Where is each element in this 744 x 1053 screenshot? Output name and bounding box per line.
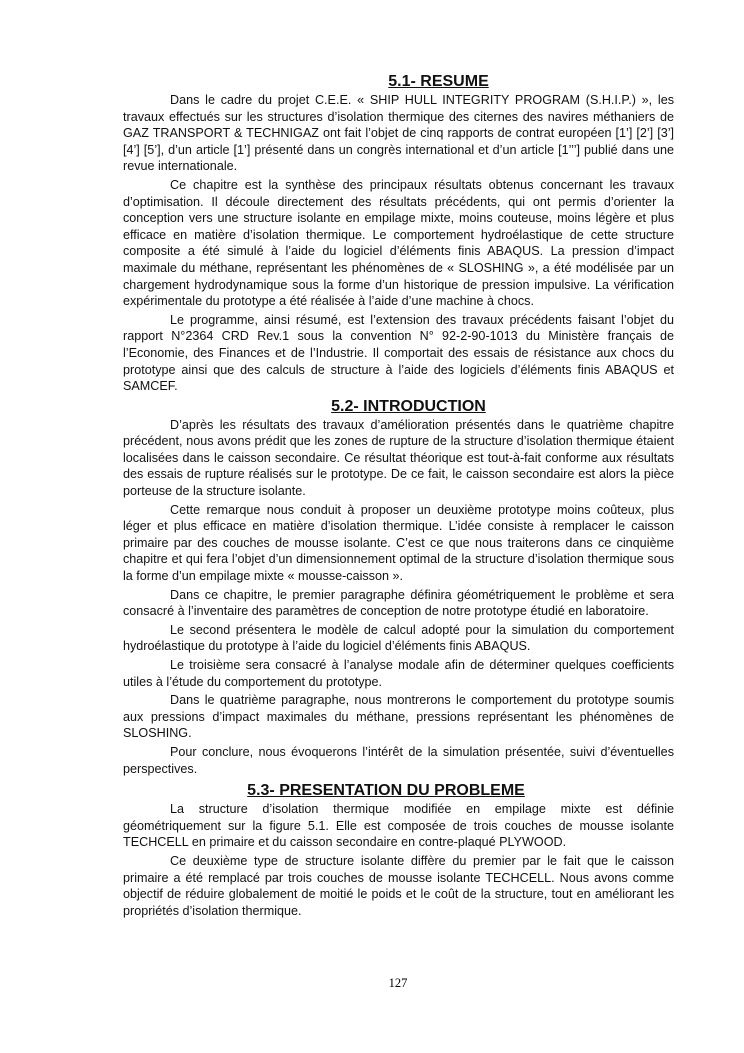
paragraph: Pour conclure, nous évoquerons l’intérêt de la simulation présentée, suivi d’éventuelles perspectives. bbox=[123, 744, 674, 776]
paragraph: Le troisième sera consacré à l’analyse modale afin de déterminer quelques coefficients utiles à l’étude du comportement du prototype. bbox=[123, 658, 674, 689]
paragraph: La structure d’isolation thermique modifiée en empilage mixte est définie géométriquement sur la figure 5.1. Elle est composée de trois couches de mousse isolante TECHCELL en primaire et du caisson secondaire en contre-plaqué PLYWOOD. bbox=[123, 802, 674, 850]
section-heading-presentation: 5.3- PRESENTATION DU PROBLEME bbox=[247, 782, 525, 800]
paragraph: Le programme, ainsi résumé, est l’extension des travaux précédents faisant l’objet du rapport N°2364 CRD Rev.1 sous la convention N° 92-2-90-1013 du Ministère français de l’Economie, des Finances et de l’Industrie. Il comportait des essais de résistance aux chocs du prototype ainsi que des calculs de structure à l’aide des logiciels d’éléments finis ABAQUS et SAMCEF. bbox=[123, 312, 674, 394]
paragraph: D’après les résultats des travaux d’amélioration présentés dans le quatrième chapitre précédent, nous avons prédit que les zones de rupture de la structure d’isolation thermique étaient localisées dans le caisson secondaire. Ce résultat théorique est tout-à-fait conforme aux résultats des essais de rupture réalisés sur le prototype. De ce fait, le caisson secondaire est alors la pièce porteuse de la structure isolante. bbox=[123, 417, 674, 499]
page-number: 127 bbox=[388, 976, 408, 990]
paragraph: Le second présentera le modèle de calcul adopté pour la simulation du comportement hydroélastique du prototype à l’aide du logiciel d’éléments finis ABAQUS. bbox=[123, 622, 674, 654]
paragraph: Ce chapitre est la synthèse des principaux résultats obtenus concernant les travaux d’optimisation. Il découle directement des résultats précédents, qui ont permis d’orienter la conception vers une structure isolante en empilage mixte, moins couteuse, moins légère et plus efficace en matière d’isolation thermique. Le comportement hydroélastique de cette structure composite a été simulé à l’aide du logiciel d’éléments finis ABAQUS. La pression d’impact maximale du méthane, représentant les phénomènes de « SLOSHING », a été modélisée par un chargement hydrodynamique sous la forme d’un historique de pression impulsive. La vérification expérimentale du prototype a été réalisée à l’aide d’une machine à chocs. bbox=[123, 177, 674, 309]
paragraph: Cette remarque nous conduit à proposer un deuxième prototype moins coûteux, plus léger et plus efficace en matière d’isolation thermique. L’idée consiste à remplacer le caisson primaire par des couches de mousse isolante. C’est ce que nous traiterons dans ce cinquième chapitre et qui fera l’objet d’un dimensionnement optimal de la structure d’isolation thermique sous la forme d’un empilage mixte « mousse-caisson ». bbox=[123, 502, 674, 584]
paragraph: Ce deuxième type de structure isolante diffère du premier par le fait que le caisson primaire a été remplacé par trois couches de mousse isolante TECHCELL. Nous avons comme objectif de réduire globalement de moitié le poids et le coût de la structure, tout en améliorant les propriétés d’isolation thermique. bbox=[123, 853, 674, 918]
paragraph: Dans le cadre du projet C.E.E. « SHIP HULL INTEGRITY PROGRAM (S.H.I.P.) », les travaux effectués sur les structures d’isolation thermique des citernes des navires méthaniers de GAZ TRANSPORT & TECHNIGAZ ont fait l’objet de cinq rapports de contrat européen [1’] [2’] [3’] [4’] [5’], d’un article [1’] présenté dans un congrès international et d’un article [1’’’] publié dans une revue internationale. bbox=[123, 93, 674, 174]
paragraph: Dans le quatrième paragraphe, nous montrerons le comportement du prototype soumis aux pressions d’impact maximales du méthane, pressions représentant les phénomènes de SLOSHING. bbox=[123, 693, 674, 741]
section-heading-resume: 5.1- RESUME bbox=[388, 73, 489, 90]
section-heading-introduction: 5.2- INTRODUCTION bbox=[331, 397, 486, 415]
paragraph: Dans ce chapitre, le premier paragraphe définira géométriquement le problème et sera consacré à l’inventaire des paramètres de conception de notre prototype étudié en laboratoire. bbox=[123, 587, 674, 619]
